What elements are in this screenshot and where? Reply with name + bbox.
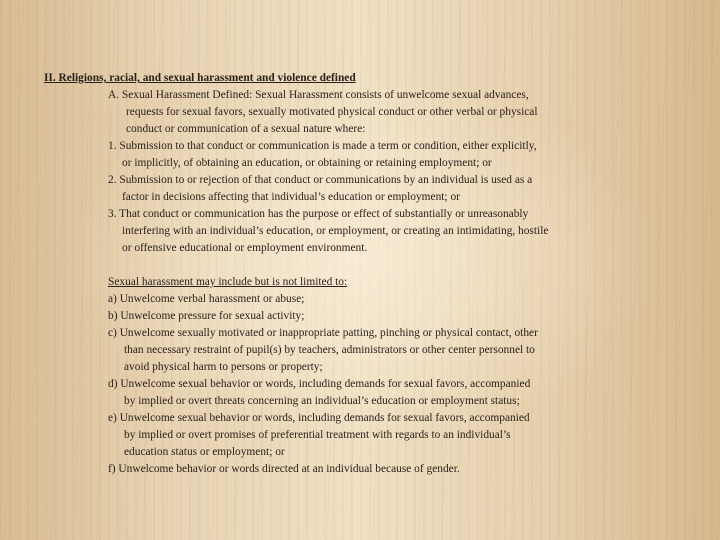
section-title: II. Religions, racial, and sexual harassment and violence defined xyxy=(44,72,356,84)
definition-line: conduct or communication of a sexual nature where: xyxy=(126,123,366,135)
condition-3-line: interfering with an individual’s education, or employment, or creating an intimidating, hostile xyxy=(122,225,549,237)
list-item-f: f) Unwelcome behavior or words directed at an individual because of gender. xyxy=(108,463,460,475)
definition-line: A. Sexual Harassment Defined: Sexual Harassment consists of unwelcome sexual advances, xyxy=(108,89,529,101)
condition-3-line: 3. That conduct or communication has the purpose or effect of substantially or unreasonably xyxy=(108,208,529,220)
list-item-a: a) Unwelcome verbal harassment or abuse; xyxy=(108,293,305,305)
list-item-d: d) Unwelcome sexual behavior or words, including demands for sexual favors, accompanied xyxy=(108,378,531,390)
list-item-c: than necessary restraint of pupil(s) by teachers, administrators or other center personnel to xyxy=(124,344,535,356)
list-item-c: avoid physical harm to persons or property; xyxy=(124,361,323,373)
list-item-c: c) Unwelcome sexually motivated or inappropriate patting, pinching or physical contact, other xyxy=(108,327,538,339)
condition-3-line: or offensive educational or employment environment. xyxy=(122,242,368,254)
condition-2-line: factor in decisions affecting that individual’s education or employment; or xyxy=(122,191,460,203)
list-item-e: e) Unwelcome sexual behavior or words, including demands for sexual favors, accompanied xyxy=(108,412,530,424)
definition-line: requests for sexual favors, sexually motivated physical conduct or other verbal or physical xyxy=(126,106,538,118)
list-item-e: education status or employment; or xyxy=(124,446,285,458)
condition-2-line: 2. Submission to or rejection of that conduct or communications by an individual is used as a xyxy=(108,174,533,186)
list-item-b: b) Unwelcome pressure for sexual activity; xyxy=(108,310,305,322)
condition-1-line: or implicitly, of obtaining an education, or obtaining or retaining employment; or xyxy=(122,157,492,169)
condition-1-line: 1. Submission to that conduct or communication is made a term or condition, either explicitly, xyxy=(108,140,537,152)
includes-heading: Sexual harassment may include but is not limited to: xyxy=(108,276,348,288)
list-item-e: by implied or overt promises of preferential treatment with regards to an individual’s xyxy=(124,429,511,441)
list-item-d: by implied or overt threats concerning an individual’s education or employment status; xyxy=(124,395,520,407)
